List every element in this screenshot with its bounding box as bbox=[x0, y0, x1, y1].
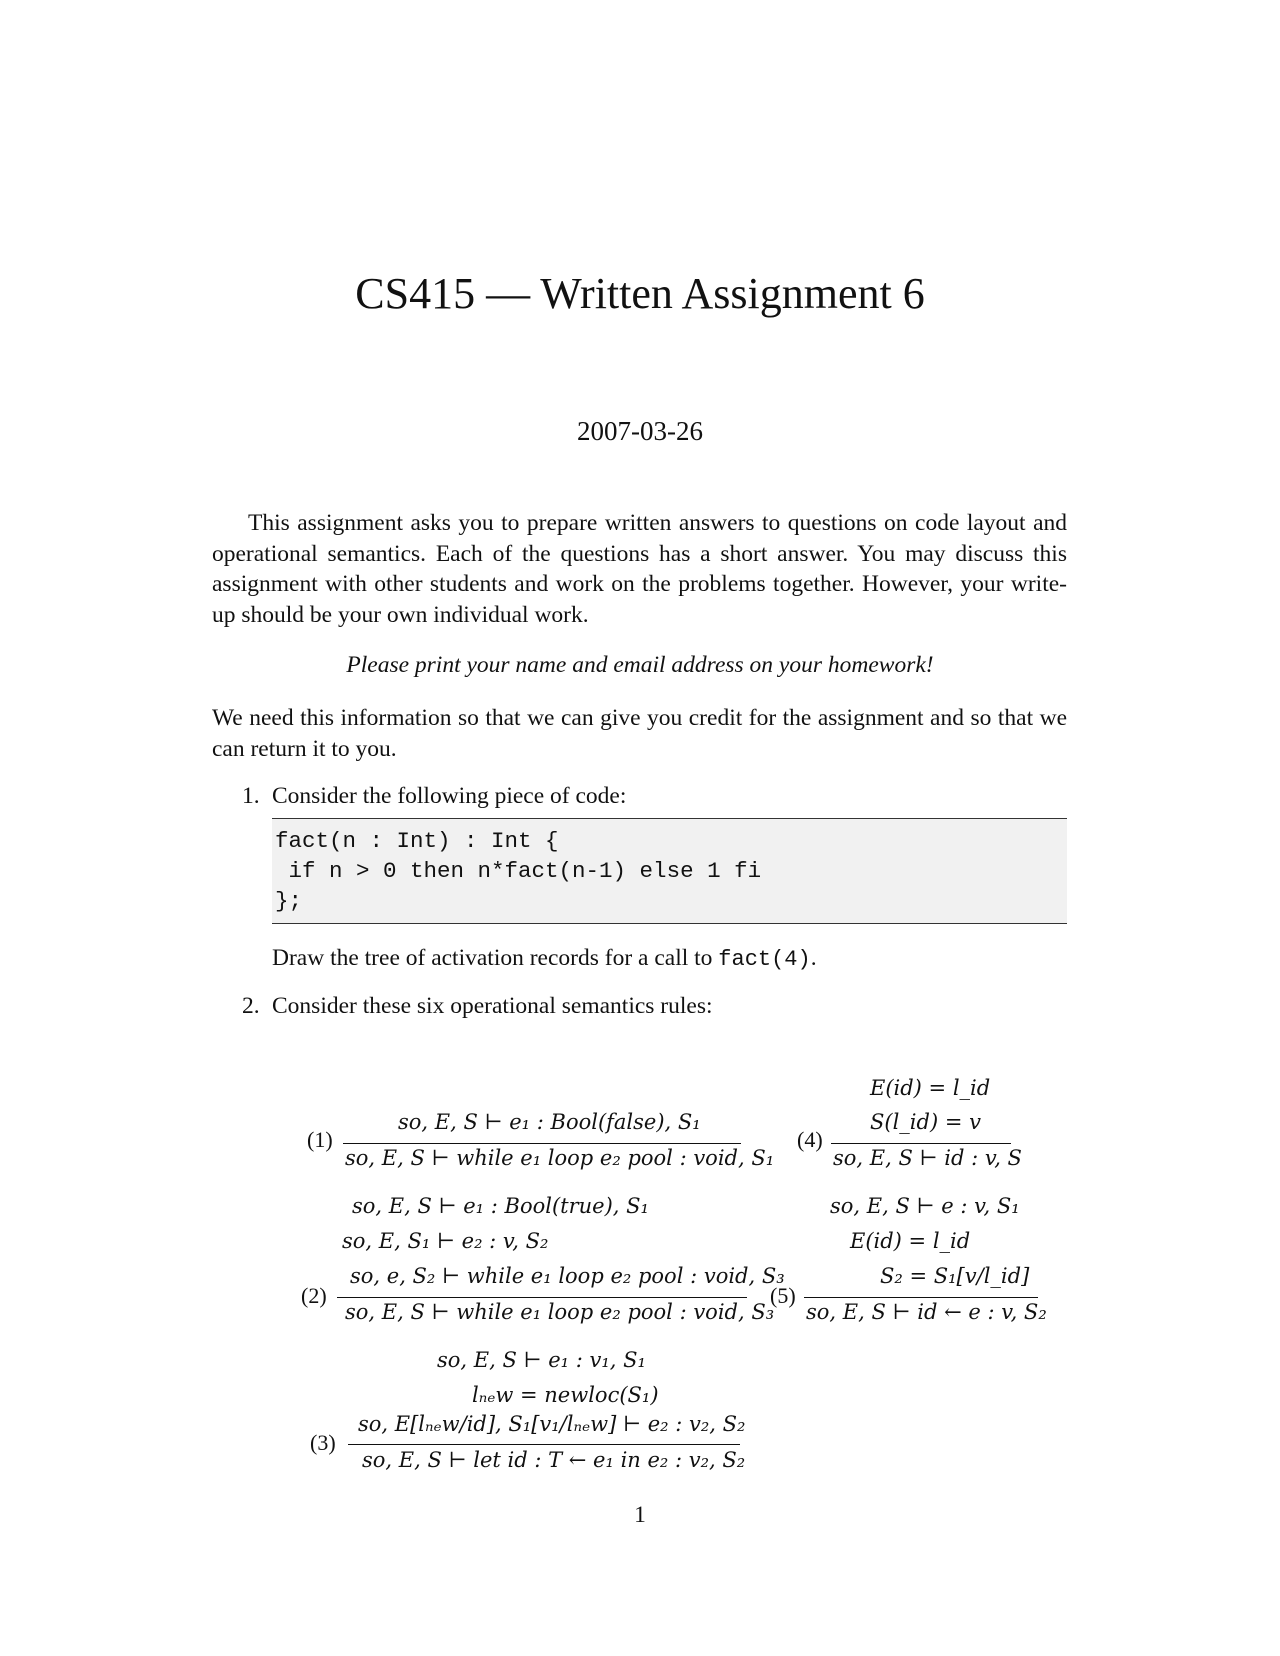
rule-label: (5) bbox=[770, 1283, 796, 1308]
question-1-followup bbox=[272, 945, 817, 972]
rule-label: (4) bbox=[797, 1127, 823, 1152]
followup-code: fact(4) bbox=[718, 947, 811, 972]
rule-premise: E(id) = l_id bbox=[870, 1076, 991, 1100]
rule-premise: lₙₑw = newloc(S₁) bbox=[472, 1383, 659, 1407]
rule-premise: E(id) = l_id bbox=[850, 1229, 971, 1253]
reason-text: We need this information so that we can give you credit for the assignment and so that we can return it to you. bbox=[212, 705, 1067, 762]
rule-premise: so, e, S₂ ⊢ while e₁ loop e₂ pool : void, S₃ bbox=[350, 1264, 785, 1288]
followup-text: Draw the tree of activation records for a call to bbox=[272, 945, 713, 971]
rule-premise: so, E, S ⊢ e₁ : Bool(false), S₁ bbox=[398, 1110, 701, 1134]
inference-bar bbox=[831, 1143, 1011, 1144]
intro-text: This assignment asks you to prepare written answers to questions on code layout and operational semantics. Each of the questions has a short answer. You may discuss this assignment with other students and work on the problems together. However, your write-up should be your own individual work. bbox=[212, 510, 1067, 628]
code-line: fact(n : Int) : Int { bbox=[275, 828, 559, 854]
rule-conclusion: so, E, S ⊢ id : v, S bbox=[833, 1146, 1022, 1170]
rule-premise: so, E, S ⊢ e : v, S₁ bbox=[830, 1194, 1020, 1218]
inference-bar bbox=[804, 1297, 1038, 1298]
name-email-notice: Please print your name and email address on your homework! bbox=[346, 652, 934, 678]
rule-premise: so, E, S ⊢ e₁ : Bool(true), S₁ bbox=[352, 1194, 649, 1218]
rule-label: (3) bbox=[310, 1430, 336, 1455]
rule-label: (1) bbox=[307, 1127, 333, 1152]
rule-label: (2) bbox=[301, 1283, 327, 1308]
page-title: CS415 — Written Assignment 6 bbox=[355, 269, 925, 318]
page-number: 1 bbox=[634, 1502, 646, 1528]
rule-premise: so, E, S ⊢ e₁ : v₁, S₁ bbox=[437, 1348, 646, 1372]
rule-premise: S(l_id) = v bbox=[870, 1110, 981, 1134]
code-line: }; bbox=[275, 888, 303, 914]
followup-suffix: . bbox=[810, 945, 817, 971]
reason-paragraph bbox=[212, 703, 1067, 764]
inference-bar bbox=[348, 1444, 740, 1445]
question-2-number: 2. bbox=[242, 993, 260, 1019]
rule-conclusion: so, E, S ⊢ while e₁ loop e₂ pool : void, S₁ bbox=[345, 1146, 775, 1170]
inference-bar bbox=[343, 1143, 741, 1144]
code-line: if n > 0 then n*fact(n-1) else 1 fi bbox=[275, 858, 762, 884]
question-1-number: 1. bbox=[242, 783, 260, 809]
intro-paragraph bbox=[212, 508, 1067, 630]
assignment-date: 2007-03-26 bbox=[577, 416, 703, 446]
rule-premise: so, E[lₙₑw/id], S₁[v₁/lₙₑw] ⊢ e₂ : v₂, S₂ bbox=[358, 1412, 746, 1436]
rule-premise: S₂ = S₁[v/l_id] bbox=[880, 1264, 1030, 1288]
rule-conclusion: so, E, S ⊢ let id : T ← e₁ in e₂ : v₂, S₂ bbox=[362, 1448, 746, 1472]
inference-bar bbox=[337, 1297, 747, 1298]
rule-premise: so, E, S₁ ⊢ e₂ : v, S₂ bbox=[342, 1229, 549, 1253]
rule-conclusion: so, E, S ⊢ while e₁ loop e₂ pool : void, S₃ bbox=[345, 1300, 775, 1324]
rule-conclusion: so, E, S ⊢ id ← e : v, S₂ bbox=[806, 1300, 1047, 1324]
question-2-prompt: Consider these six operational semantics rules: bbox=[272, 993, 713, 1019]
question-1-prompt: Consider the following piece of code: bbox=[272, 783, 627, 809]
code-block bbox=[272, 818, 1067, 924]
